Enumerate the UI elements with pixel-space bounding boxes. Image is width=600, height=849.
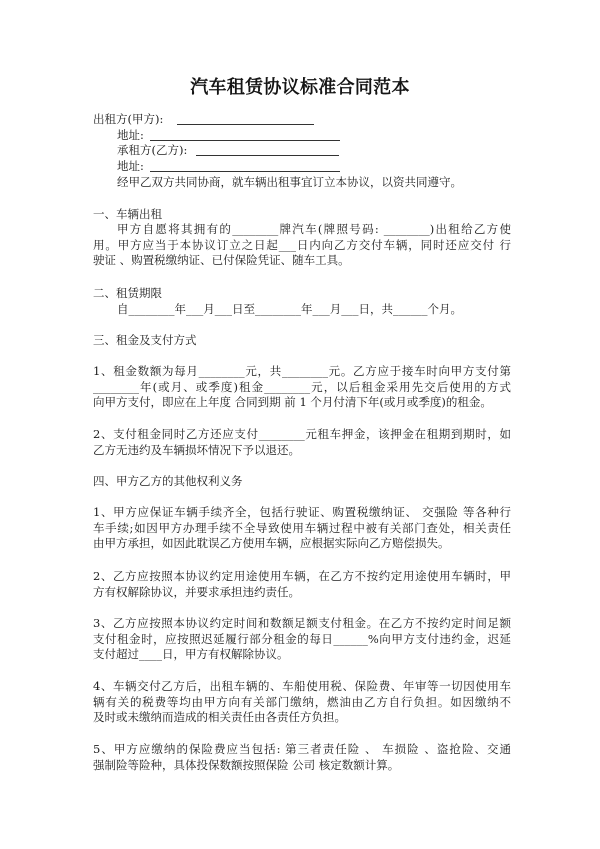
section-1-paragraph-1 [93, 222, 511, 269]
section-heading: 三、租金及支付方式 [93, 333, 197, 348]
section-2-paragraph-1 [93, 302, 511, 318]
lessor-address-label: 地址: [117, 127, 144, 142]
paragraph-line: 2、支付租金同时乙方还应支付________元租车押金，该押金在租期到期时，如 [93, 427, 511, 442]
paragraph-line: 车手续;如因甲方办理手续不全导致使用车辆过程中被有关部门查处，相关责任 [93, 520, 511, 535]
paragraph-line: 用。甲方应当于本协议订立之日起___日内向乙方交付车辆，同时还应交付 行 [93, 237, 511, 252]
paragraph-line: 由甲方承担，如因此耽误乙方使用车辆，应根据实际向乙方赔偿损失。 [93, 536, 450, 551]
section-heading: 四、甲方乙方的其他权利义务 [93, 474, 243, 489]
lessor-address-blank [150, 139, 340, 141]
lessor-label: 出租方(甲方): [93, 112, 164, 127]
section-4-paragraph-3 [93, 616, 511, 663]
preamble-block [93, 175, 511, 191]
paragraph-line: 强制险等险种，具体投保数额按照保险 公司 核定数额计算。 [93, 757, 400, 772]
lessor-address-line [93, 128, 511, 144]
lessee-label: 承租方(乙方): [117, 143, 188, 158]
section-1-heading-block [93, 207, 511, 223]
paragraph-line: ________年(或月、或季度)租金________元，以后租金采用先交后使用的方式 [93, 379, 511, 394]
paragraph-line: 1、甲方应保证车辆手续齐全，包括行驶证、购置税缴纳证、 交强险 等各种行 [93, 505, 511, 520]
section-4-paragraph-5 [93, 742, 511, 773]
paragraph-line: 4、车辆交付乙方后，出租车辆的、车船使用税、保险费、年审等一切因使用车 [93, 679, 511, 694]
paragraph-line: 甲方自愿将其拥有的________牌汽车(牌照号码: ________)出租给乙方使 [117, 222, 511, 237]
paragraph-line: 5、甲方应缴纳的保险费应当包括: 第三者责任险 、 车损险 、盗抢险、交通 [93, 742, 511, 757]
paragraph-line: 2、乙方应按照本协议约定用途使用车辆，在乙方不按约定用途使用车辆时，甲 [93, 569, 511, 584]
paragraph-line: 自________年___月___日至________年___月___日，共______个月。 [117, 302, 462, 317]
lessor-blank [177, 123, 314, 125]
lessee-address-blank [150, 170, 340, 172]
section-heading: 二、租赁期限 [93, 286, 162, 301]
lessee-address-label: 地址: [117, 158, 144, 173]
section-3-paragraph-2 [93, 427, 511, 458]
paragraph-line: 驶证 、购置税缴纳证、已付保险凭证、随车工具。 [93, 253, 350, 268]
section-3-paragraph-1 [93, 364, 511, 411]
section-4-paragraph-2 [93, 569, 511, 600]
lessee-address-line [93, 159, 511, 175]
section-heading: 一、车辆出租 [93, 207, 162, 222]
paragraph-line: 3、乙方应按照本协议约定时间和数额足额支付租金。在乙方不按约定时间足额 [93, 616, 511, 631]
section-4-paragraph-4 [93, 679, 511, 726]
paragraph-line: 支付超过____日，甲方有权解除协议。 [93, 647, 289, 662]
paragraph-line: 乙方无违约及车辆损坏情况下予以退还。 [93, 442, 300, 457]
section-4-paragraph-1 [93, 505, 511, 552]
section-4-heading-block [93, 474, 511, 490]
document-title: 汽车租赁协议标准合同范本 [190, 77, 410, 98]
paragraph-line: 方有权解除协议，并要求承担违约责任。 [93, 584, 300, 599]
section-2-heading-block [93, 286, 511, 302]
lessee-line [93, 143, 511, 159]
paragraph-line: 辆有关的税费等均由甲方向有关部门缴纳，燃油由乙方自行负担。如因缴纳不 [93, 694, 511, 709]
section-3-heading-block [93, 333, 511, 349]
parties-block [93, 112, 511, 174]
paragraph-line: 1、租金数额为每月________元，共________元。乙方应于接车时向甲方支付第 [93, 364, 511, 379]
lessee-blank [196, 154, 339, 156]
lessor-line [93, 112, 511, 128]
paragraph-line: 向甲方支付，即应在上年度 合同到期 前 1 个月付清下年(或月或季度)的租金。 [93, 395, 492, 410]
preamble-text: 经甲乙双方共同协商，就车辆出租事宜订立本协议，以资共同遵守。 [117, 175, 462, 190]
paragraph-line: 及时或未缴纳而造成的相关责任由各责任方负担。 [93, 710, 346, 725]
paragraph-line: 支付租金时，应按照迟延履行部分租金的每日______%向甲方支付违约金，迟延 [93, 631, 511, 646]
